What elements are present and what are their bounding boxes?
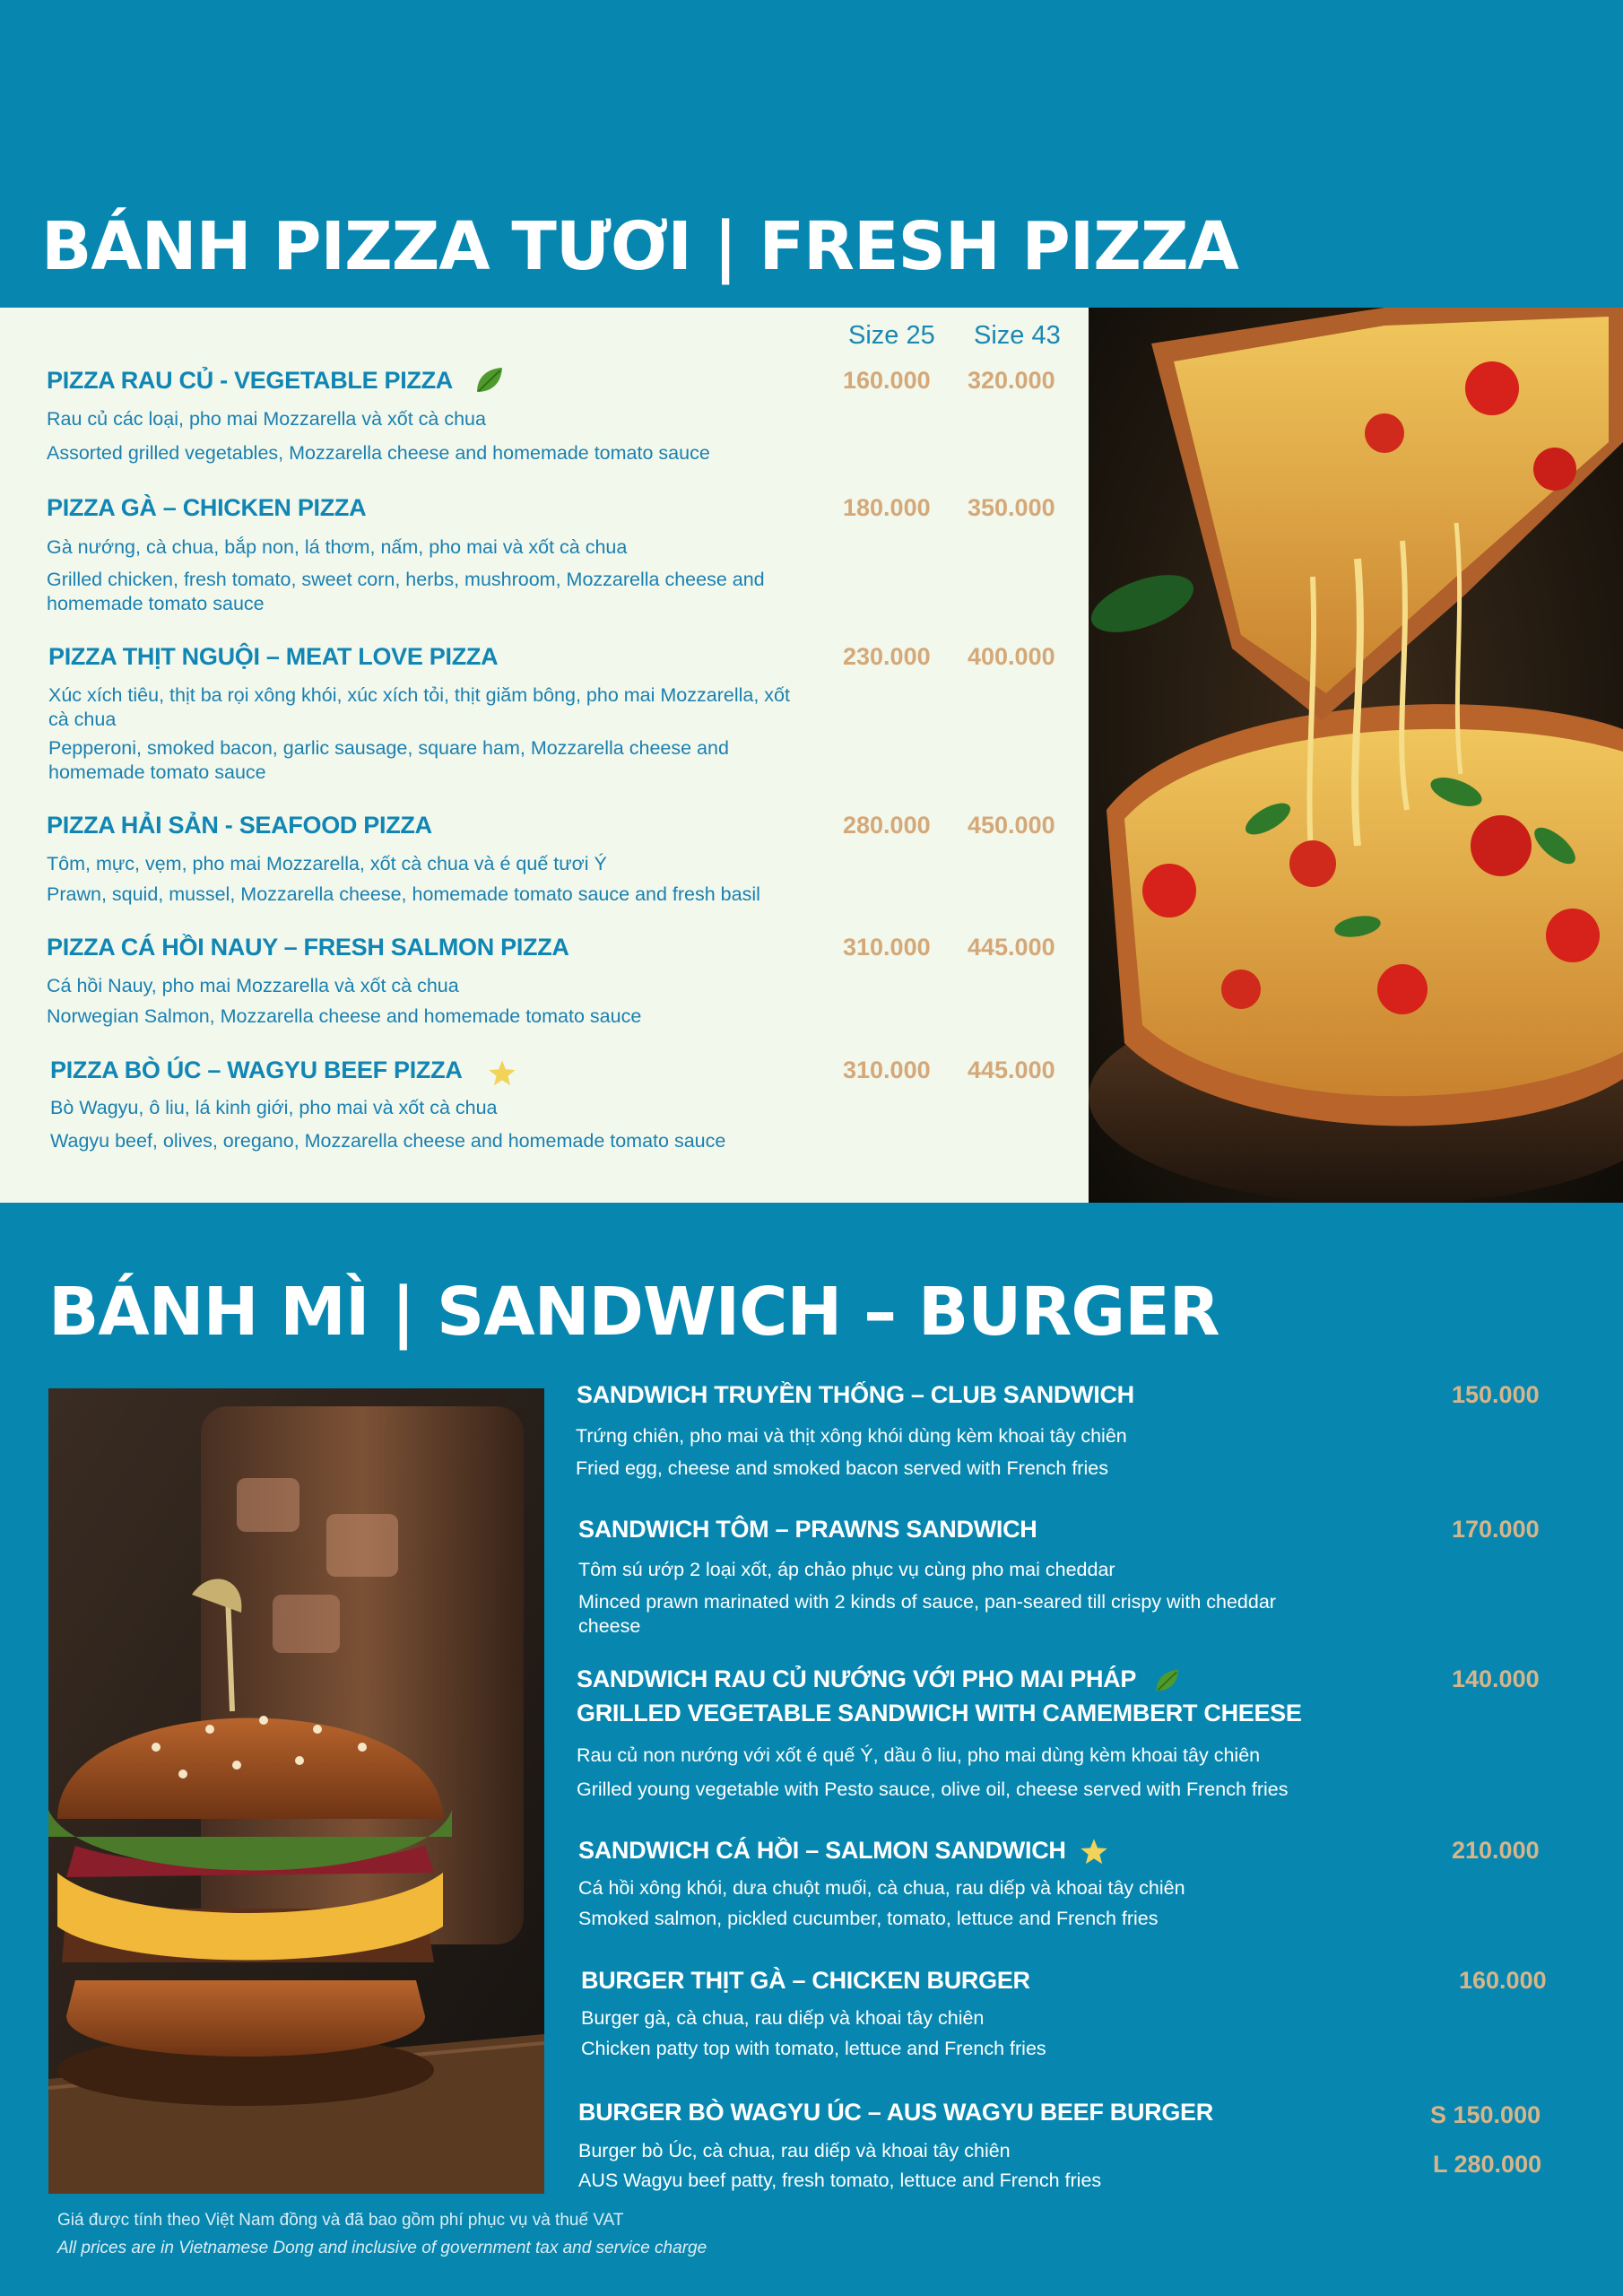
pizza-photo: [1089, 308, 1623, 1203]
pizza-price-25: 230.000: [843, 643, 931, 670]
pizza-price-25: 180.000: [843, 494, 931, 521]
pizza-price-43: 445.000: [968, 1057, 1055, 1083]
pizza-item-desc-vi: Tôm, mực, vẹm, pho mai Mozzarella, xốt cà chua và é quế tươi Ý: [47, 853, 607, 874]
sandwich-item-name-en: GRILLED VEGETABLE SANDWICH WITH CAMEMBERT CHEESE: [577, 1700, 1302, 1726]
pizza-item-desc-vi: Cá hồi Nauy, pho mai Mozzarella và xốt cà chua: [47, 975, 459, 996]
leaf-icon: [473, 366, 504, 399]
pizza-item-desc-vi: Gà nướng, cà chua, bắp non, lá thơm, nấm, pho mai và xốt cà chua: [47, 536, 628, 558]
sandwich-item-desc-en: Grilled young vegetable with Pesto sauce, olive oil, cheese served with French fries: [577, 1779, 1289, 1800]
sandwich-item-desc-vi: Burger bò Úc, cà chua, rau diếp và khoai tây chiên: [578, 2140, 1011, 2161]
pizza-price-25: 280.000: [843, 812, 931, 839]
sandwich-price-large: L 280.000: [1433, 2151, 1542, 2178]
sandwich-item-desc-vi: Cá hồi xông khói, dưa chuột muối, cà chua, rau diếp và khoai tây chiên: [578, 1877, 1185, 1899]
sandwich-item-desc-vi: Burger gà, cà chua, rau diếp và khoai tây chiên: [581, 2007, 985, 2029]
pizza-item-desc-vi: Xúc xích tiêu, thịt ba rọi xông khói, xúc xích tỏi, thịt giăm bông, pho mai Mozzarella, xốt cà chua: [48, 684, 790, 730]
star-icon: [487, 1059, 517, 1092]
sandwich-item-name: SANDWICH TRUYỀN THỐNG – CLUB SANDWICH: [577, 1381, 1134, 1408]
sandwich-section-title: BÁNH MÌ | SANDWICH – BURGER: [48, 1274, 1219, 1351]
pizza-item-name: PIZZA GÀ – CHICKEN PIZZA: [47, 494, 367, 521]
pizza-item-desc-en: Prawn, squid, mussel, Mozzarella cheese, homemade tomato sauce and fresh basil: [47, 883, 760, 905]
pizza-item-name: PIZZA HẢI SẢN - SEAFOOD PIZZA: [47, 812, 432, 839]
sandwich-price: 160.000: [1459, 1967, 1547, 1994]
pizza-price-43: 320.000: [968, 367, 1055, 394]
pizza-price-25: 310.000: [843, 934, 931, 961]
sandwich-price: 150.000: [1452, 1381, 1540, 1408]
pizza-item-desc-en: Assorted grilled vegetables, Mozzarella cheese and homemade tomato sauce: [47, 442, 710, 464]
sandwich-item-desc-vi: Rau củ non nướng với xốt é quế Ý, dầu ô liu, pho mai dùng kèm khoai tây chiên: [577, 1744, 1261, 1766]
star-icon: [1079, 1838, 1109, 1871]
pizza-item-name: PIZZA THỊT NGUỘI – MEAT LOVE PIZZA: [48, 643, 499, 670]
size-25-header: Size 25: [848, 321, 935, 350]
pizza-item-desc-en: Pepperoni, smoked bacon, garlic sausage, square ham, Mozzarella cheese and homemade tomato sauce: [48, 737, 729, 783]
sandwich-item-desc-vi: Trứng chiên, pho mai và thịt xông khói dùng kèm khoai tây chiên: [576, 1425, 1127, 1447]
sandwich-item-name: BURGER BÒ WAGYU ÚC – AUS WAGYU BEEF BURGER: [578, 2099, 1213, 2126]
sandwich-item-desc-en: Chicken patty top with tomato, lettuce and French fries: [581, 2038, 1046, 2059]
sandwich-price: 170.000: [1452, 1516, 1540, 1543]
pizza-item-name: PIZZA CÁ HỒI NAUY – FRESH SALMON PIZZA: [47, 934, 569, 961]
pizza-price-43: 350.000: [968, 494, 1055, 521]
sandwich-item-desc-en: AUS Wagyu beef patty, fresh tomato, lettuce and French fries: [578, 2170, 1102, 2191]
pizza-price-43: 400.000: [968, 643, 1055, 670]
price-footnote-en: All prices are in Vietnamese Dong and inclusive of government tax and service charge: [57, 2239, 707, 2257]
sandwich-item-desc-vi: Tôm sú ướp 2 loại xốt, áp chảo phục vụ cùng pho mai cheddar: [578, 1559, 1115, 1580]
pizza-item-desc-en: Grilled chicken, fresh tomato, sweet corn, herbs, mushroom, Mozzarella cheese and homemade tomato sauce: [47, 569, 765, 614]
sandwich-item-name: SANDWICH TÔM – PRAWNS SANDWICH: [578, 1516, 1037, 1543]
pizza-item-desc-en: Norwegian Salmon, Mozzarella cheese and homemade tomato sauce: [47, 1005, 642, 1027]
pizza-section-title: BÁNH PIZZA TƯƠI | FRESH PIZZA: [41, 208, 1238, 285]
sandwich-item-desc-en: Smoked salmon, pickled cucumber, tomato, lettuce and French fries: [578, 1908, 1159, 1929]
pizza-price-43: 450.000: [968, 812, 1055, 839]
sandwich-price-small: S 150.000: [1430, 2101, 1541, 2128]
sandwich-item-name: SANDWICH CÁ HỒI – SALMON SANDWICH: [578, 1837, 1066, 1864]
pizza-price-25: 160.000: [843, 367, 931, 394]
sandwich-item-name: SANDWICH RAU CỦ NƯỚNG VỚI PHO MAI PHÁP: [577, 1665, 1137, 1692]
burger-photo: [48, 1388, 544, 2194]
sandwich-item-name: BURGER THỊT GÀ – CHICKEN BURGER: [581, 1967, 1030, 1994]
price-footnote-vi: Giá được tính theo Việt Nam đồng và đã bao gồm phí phục vụ và thuế VAT: [57, 2211, 624, 2230]
sandwich-item-desc-en: Fried egg, cheese and smoked bacon served with French fries: [576, 1457, 1108, 1479]
pizza-price-25: 310.000: [843, 1057, 931, 1083]
pizza-item-desc-vi: Bò Wagyu, ô liu, lá kinh giới, pho mai và xốt cà chua: [50, 1097, 498, 1118]
leaf-icon: [1153, 1668, 1180, 1698]
pizza-price-43: 445.000: [968, 934, 1055, 961]
pizza-item-desc-en: Wagyu beef, olives, oregano, Mozzarella cheese and homemade tomato sauce: [50, 1130, 726, 1152]
pizza-item-desc-vi: Rau củ các loại, pho mai Mozzarella và xốt cà chua: [47, 408, 486, 430]
sandwich-price: 140.000: [1452, 1665, 1540, 1692]
size-43-header: Size 43: [974, 321, 1061, 350]
sandwich-item-desc-en: Minced prawn marinated with 2 kinds of sauce, pan-seared till crispy with cheddar cheese: [578, 1591, 1276, 1637]
sandwich-price: 210.000: [1452, 1837, 1540, 1864]
pizza-item-name: PIZZA BÒ ÚC – WAGYU BEEF PIZZA: [50, 1057, 463, 1083]
pizza-item-name: PIZZA RAU CỦ - VEGETABLE PIZZA: [47, 367, 453, 394]
